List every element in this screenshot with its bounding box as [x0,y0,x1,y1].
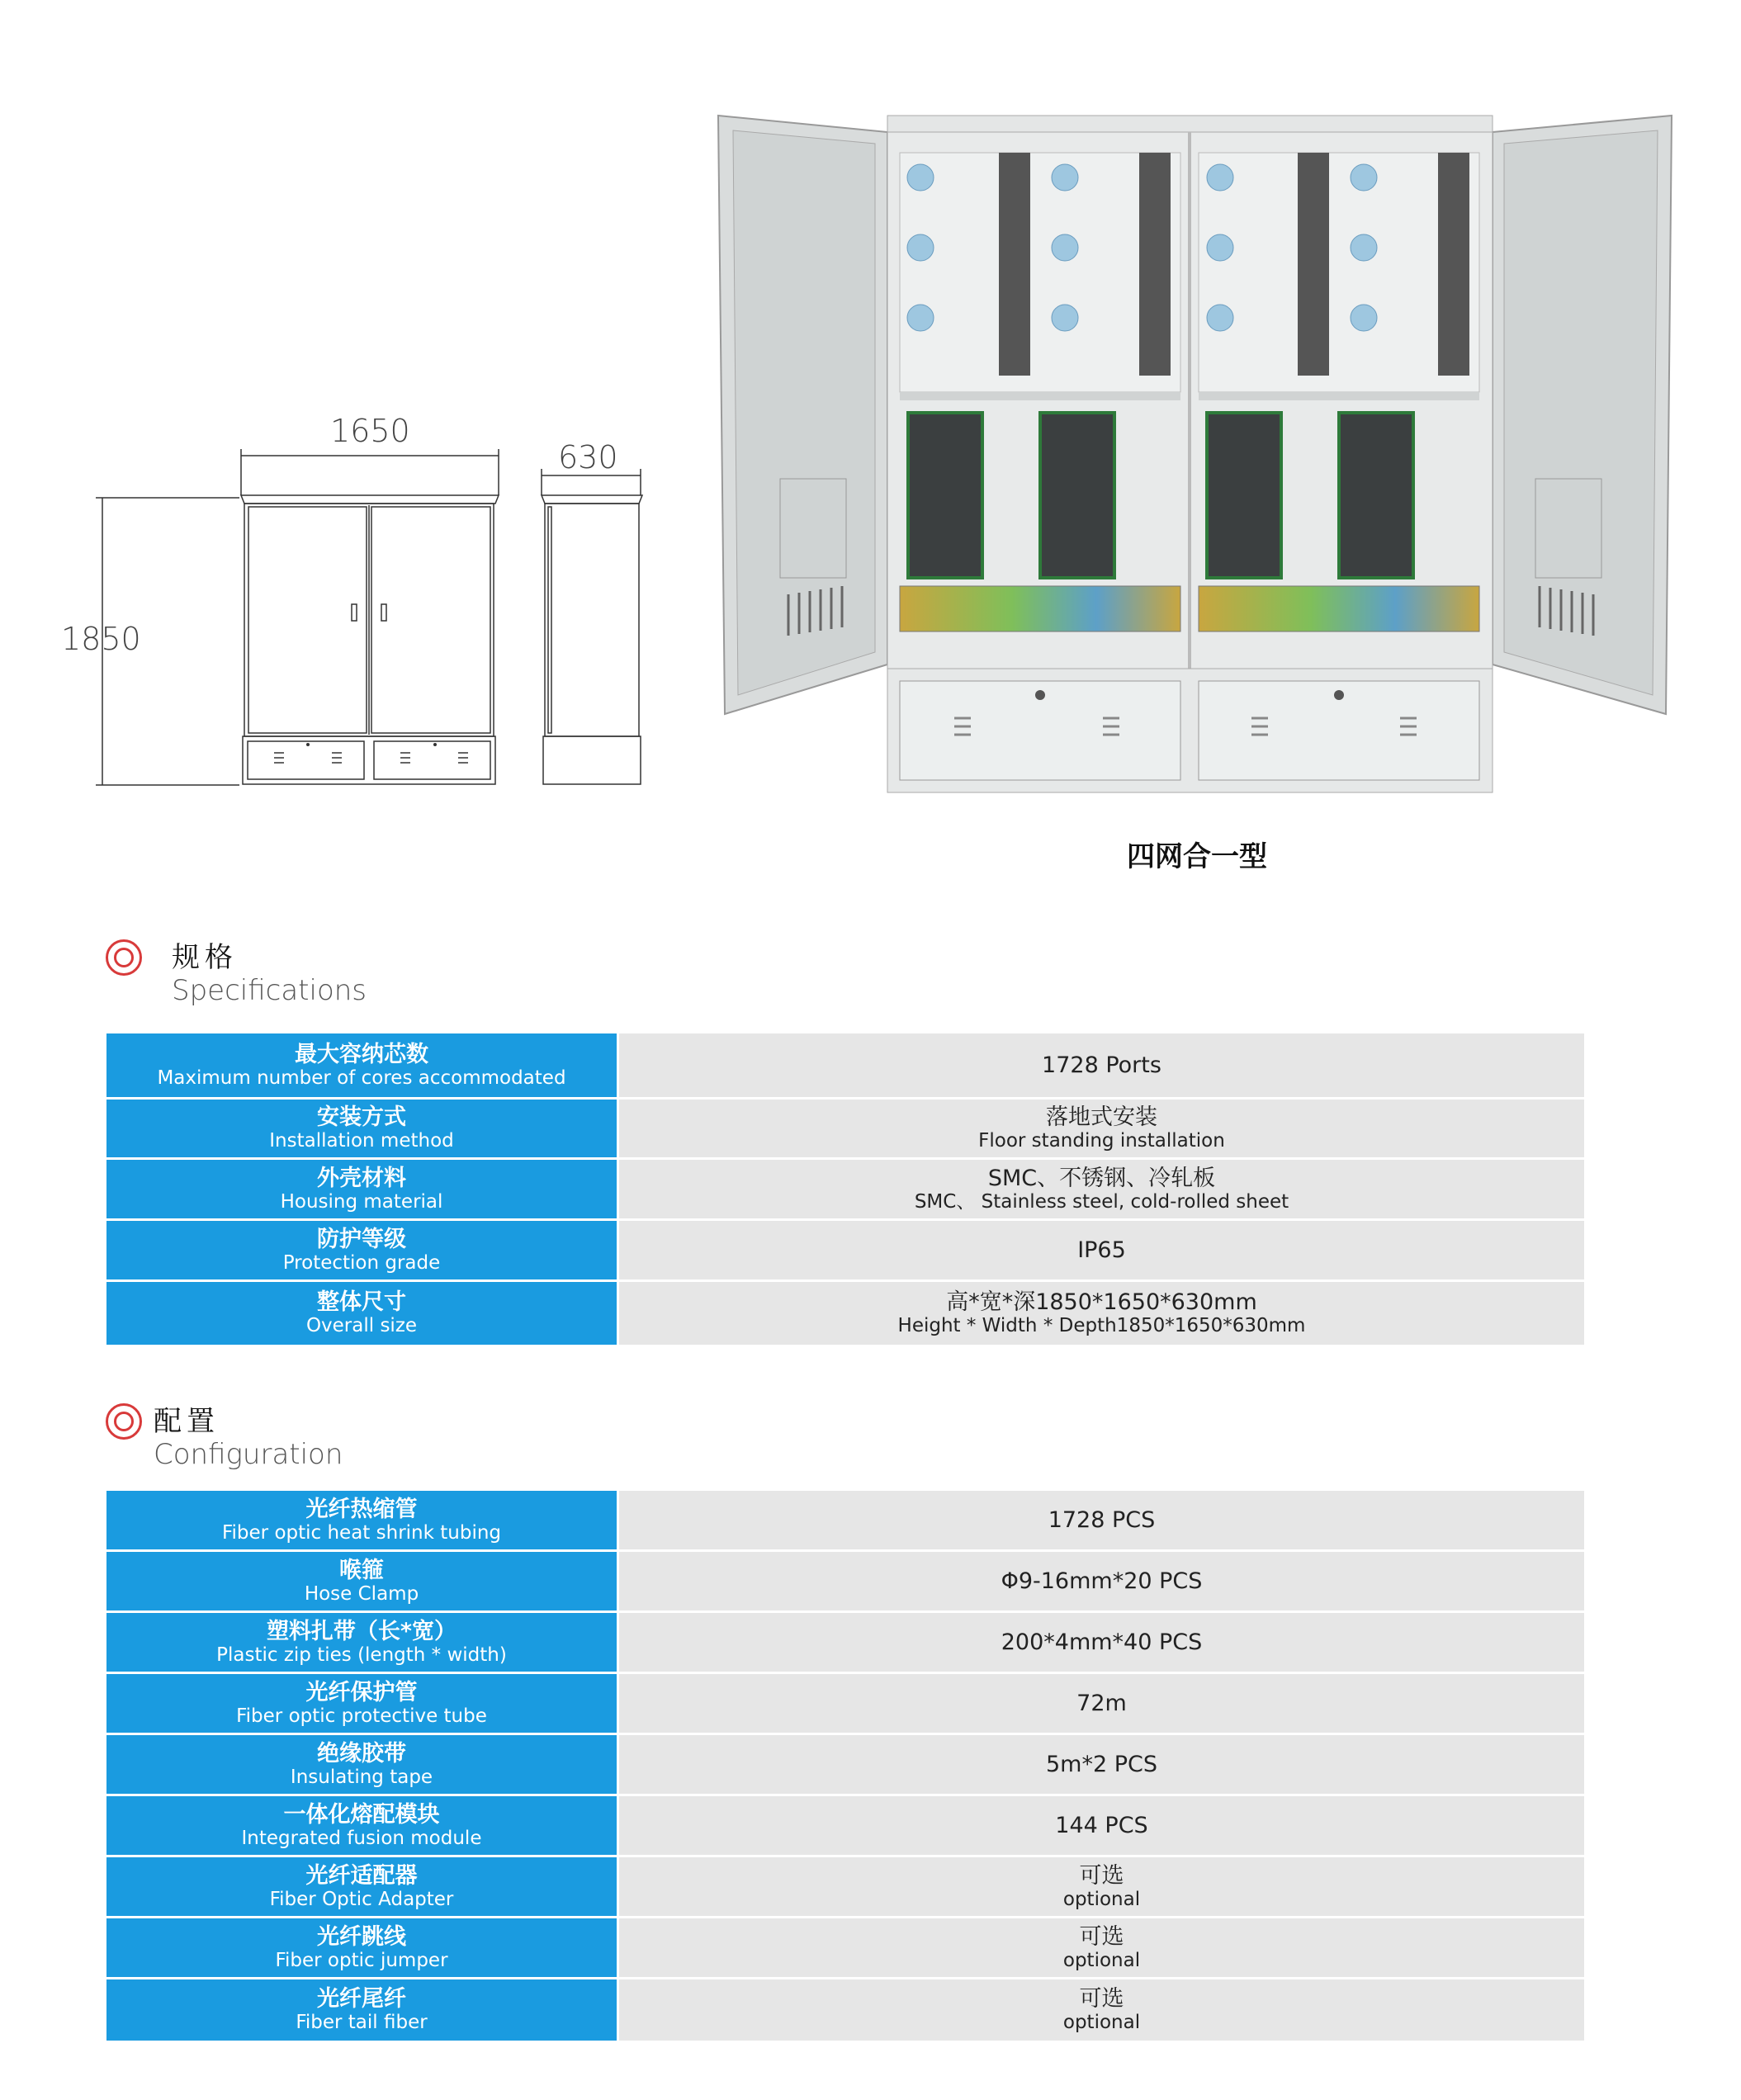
config-label-cell [106,1735,617,1794]
config-value: Φ9-16mm*20 PCS [1001,1568,1203,1594]
cabinet-drawing [50,413,660,792]
config-value: 200*4mm*40 PCS [1001,1629,1203,1655]
config-label-en: Fiber Optic Adapter [269,1888,454,1910]
config-value-cn: 可选 [1079,1986,1124,2012]
spec-label-cell [106,1221,617,1279]
config-label-cell [106,1674,617,1733]
spec-label-en: Protection grade [282,1251,441,1274]
spec-label-en: Overall size [305,1315,418,1336]
spec-value-cn: SMC、不锈钢、冷轧板 [987,1165,1216,1191]
spec-value-en: Floor standing installation [978,1130,1225,1152]
config-label-en: Integrated fusion module [241,1827,482,1849]
spec-label-cn: 防护等级 [317,1226,406,1252]
spec-label-en: Maximum number of cores accommodated [157,1067,566,1089]
table-row [106,1918,1584,1977]
config-label-cn: 塑料扎带（长*宽） [266,1618,457,1644]
cabinet-photo-illustration [710,107,1684,801]
table-row [106,1160,1584,1218]
spec-label-cn: 最大容纳芯数 [295,1041,428,1067]
specifications-title-en: Specifications [172,974,367,1007]
config-value-cn: 可选 [1079,1862,1124,1889]
config-label-cell [106,1796,617,1855]
config-label-cn: 光纤跳线 [317,1923,406,1950]
spec-value-en: SMC、 Stainless steel, cold-rolled sheet [914,1190,1289,1213]
config-value-en: optional [1062,1888,1141,1910]
spec-label-cn: 安装方式 [317,1104,406,1130]
spec-value-cell [619,1033,1584,1097]
config-label-cn: 光纤保护管 [305,1679,418,1705]
config-label-cn: 光纤热缩管 [305,1496,418,1522]
config-label-en: Plastic zip ties (length * width) [216,1644,507,1666]
config-value: 5m*2 PCS [1045,1751,1157,1777]
spec-label-cell [106,1033,617,1097]
config-value: 1728 PCS [1048,1506,1156,1533]
config-value-cell [619,1491,1584,1549]
config-label-cell [106,1552,617,1610]
spec-label-cell [106,1100,617,1157]
table-row [106,1613,1584,1672]
config-value-cell [619,1674,1584,1733]
width-dimension-label: 1650 [330,413,410,449]
config-value-cell [619,1735,1584,1794]
configuration-title-en: Configuration [154,1438,343,1471]
spec-value-cell [619,1100,1584,1157]
config-value-en: optional [1062,2012,1141,2033]
table-row [106,1735,1584,1794]
spec-label-en: Installation method [269,1130,454,1152]
specifications-bullet-icon [106,939,142,976]
configuration-title-cn: 配置 [154,1405,220,1438]
spec-value-cell [619,1282,1584,1345]
config-value-cn: 可选 [1079,1923,1124,1950]
table-row [106,1221,1584,1279]
spec-label-cell [106,1282,617,1345]
config-label-en: Fiber optic jumper [275,1949,448,1971]
config-label-en: Insulating tape [290,1766,433,1788]
configuration-table [106,1491,1584,2041]
config-value: 72m [1076,1690,1127,1716]
specifications-table [106,1033,1584,1345]
spec-value: IP65 [1077,1237,1126,1263]
spec-label-en: Housing material [280,1190,443,1213]
spec-label-cell [106,1160,617,1218]
config-label-cn: 绝缘胶带 [317,1740,406,1767]
config-value-cell [619,1613,1584,1672]
config-value-en: optional [1062,1949,1141,1971]
spec-value-en: Height * Width * Depth1850*1650*630mm [897,1315,1306,1336]
config-label-en: Fiber tail fiber [296,2012,428,2033]
spec-label-cn: 整体尺寸 [317,1289,406,1315]
config-label-en: Fiber optic heat shrink tubing [221,1521,502,1544]
configuration-bullet-icon [106,1403,142,1440]
spec-value-cell [619,1160,1584,1218]
config-label-cn: 光纤尾纤 [317,1986,406,2012]
config-label-cn: 喉箍 [339,1557,384,1583]
table-row [106,1282,1584,1345]
table-row [106,1979,1584,2041]
config-label-cell [106,1979,617,2041]
table-row [106,1796,1584,1855]
config-label-cell [106,1857,617,1916]
height-dimension-label: 1850 [61,621,141,657]
spec-value: 1728 Ports [1042,1052,1161,1078]
table-row [106,1552,1584,1610]
spec-value-cn: 高*宽*深1850*1650*630mm [946,1289,1257,1315]
table-row [106,1857,1584,1916]
config-value-cell [619,1552,1584,1610]
spec-label-cn: 外壳材料 [317,1165,406,1191]
specifications-title-cn: 规格 [172,941,238,974]
config-label-cell [106,1918,617,1977]
config-label-en: Hose Clamp [304,1582,419,1605]
table-row [106,1491,1584,1549]
config-label-en: Fiber optic protective tube [236,1705,487,1727]
depth-dimension-label: 630 [558,439,618,475]
config-value-cell [619,1857,1584,1916]
product-caption: 四网合一型 [1127,840,1267,873]
config-label-cell [106,1613,617,1672]
table-row [106,1033,1584,1097]
config-label-cn: 光纤适配器 [305,1862,418,1889]
product-photo [710,107,1684,801]
config-label-cell [106,1491,617,1549]
spec-value-cell [619,1221,1584,1279]
config-label-cn: 一体化熔配模块 [283,1801,440,1828]
config-value-cell [619,1979,1584,2041]
config-value-cell [619,1796,1584,1855]
table-row [106,1100,1584,1157]
spec-value-cn: 落地式安装 [1046,1104,1157,1130]
config-value: 144 PCS [1055,1812,1148,1838]
table-row [106,1674,1584,1733]
config-value-cell [619,1918,1584,1977]
